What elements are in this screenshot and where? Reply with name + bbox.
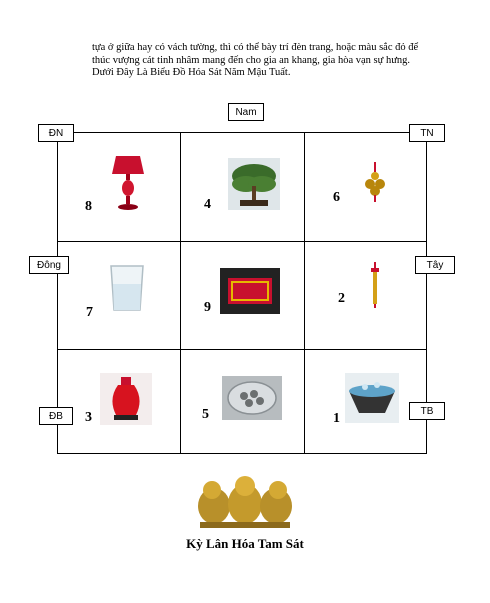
glass-of-water-icon	[107, 264, 147, 317]
footer-title: Kỳ Lân Hóa Tam Sát	[186, 536, 304, 551]
direction-southwest: TN	[409, 124, 445, 142]
cell-number-3: 3	[85, 410, 92, 425]
direction-northwest: TB	[409, 402, 445, 420]
water-bowl-icon	[345, 373, 399, 428]
intro-paragraph: tựa ở giữa hay có vách tường, thì có thể bày trí đèn trang, hoặc màu sắc đỏ để thúc vượng cát tinh nhâm mang đến cho gia an khang, gia hòa vạn sự hưng.	[92, 42, 419, 66]
direction-east: Đông	[29, 256, 69, 274]
cell-number-9: 9	[204, 300, 211, 315]
cell-number-1: 1	[333, 411, 340, 426]
bonsai-tree-icon	[228, 158, 280, 215]
cell-number-5: 5	[202, 407, 209, 422]
coin-bowl-icon	[222, 376, 282, 425]
red-box-icon	[220, 268, 280, 319]
cell-number-7: 7	[86, 305, 93, 320]
red-vase-icon	[100, 373, 152, 430]
coin-knot-icon	[362, 162, 388, 207]
cell-number-2: 2	[338, 291, 345, 306]
chart-caption: Dưới Đây Là Biểu Đồ Hóa Sát Năm Mậu Tuất.	[92, 67, 291, 78]
cell-number-6: 6	[333, 190, 340, 205]
cell-number-4: 4	[204, 197, 211, 212]
cell-number-8: 8	[85, 199, 92, 214]
red-lamp-icon	[108, 152, 148, 217]
direction-west: Tây	[415, 256, 455, 274]
coin-string-icon	[366, 262, 384, 313]
qilin-statues-icon	[196, 474, 294, 535]
direction-south: Nam	[228, 103, 264, 121]
direction-northeast: ĐB	[39, 407, 73, 425]
direction-southeast: ĐN	[38, 124, 74, 142]
